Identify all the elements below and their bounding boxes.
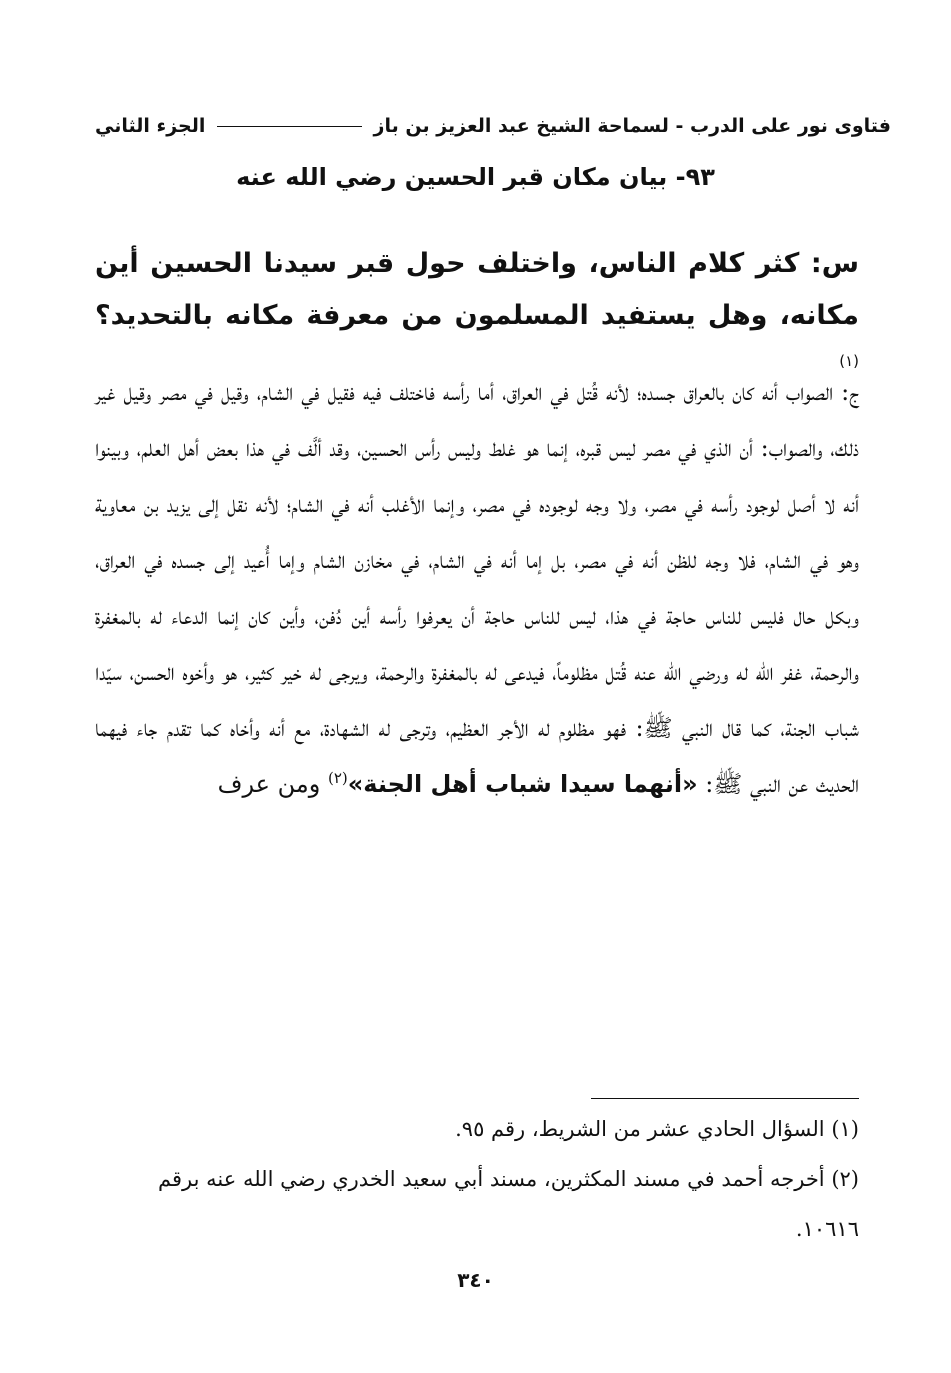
hadith-quote: «أنهما سيدا شباب أهل الجنة»: [347, 770, 698, 798]
question-text: س: كثر كلام الناس، واختلف حول قبر سيدنا الحسين أين مكانه، وهل يستفيد المسلمون من معرفة مكانه بالتحديد؟: [95, 248, 859, 331]
header-volume: الجزء الثاني: [95, 115, 206, 137]
footnote-ref-1: (١): [839, 352, 859, 370]
footnote-separator: [591, 1098, 859, 1099]
footnotes: [95, 1104, 859, 1254]
header-rule: [217, 126, 361, 127]
footnote-2: (٢) أخرجه أحمد في مسند المكثرين، مسند أبي سعيد الخدري رضي الله عنه برقم ١٠٦١٦.: [158, 1167, 859, 1241]
header-book-title: فتاوى نور على الدرب - لسماحة الشيخ عبد العزيز بن باز: [373, 115, 891, 137]
answer-continuation: ومن عرف: [217, 770, 321, 798]
footnote-1: (١) السؤال الحادي عشر من الشريط، رقم ٩٥.: [455, 1117, 859, 1141]
answer-paragraph: [95, 364, 859, 812]
answer-text: ج: الصواب أنه كان بالعراق جسده؛ لأنه قُتل في العراق، أما رأسه فاختلف فيه فقيل في الشام، وقيل في مصر وقيل غير ذلك، والصواب: أن الذي في مصر ليس قبره، إنما هو غلط وليس رأس الحسين، وقد ألَّف في هذا بعض أهل العلم، وبينوا أنه لا أصل لوجود رأسه في مصر، ولا وجه لوجوده في مصر، وإنما الأغلب أنه في الشام؛ لأنه نقل إلى يزيد بن معاوية وهو في الشام، فلا وجه للظن أنه في مصر، بل إما أنه في الشام، في مخازن الشام وإما أُعيد إلى جسده في العراق، وبكل حال فليس للناس حاجة في هذا، ليس للناس حاجة أن يعرفوا رأسه أين دُفن، وأين كان إنما الدعاء له بالمغفرة والرحمة، غفر الله له ورضي الله عنه قُتل مظلوماً، فيدعى له بالمغفرة والرحمة، ويرجى له خير كثير، هو وأخوه الحسن، سيّدا شباب الجنة، كما قال النبي ﷺ: فهو مظلوم له الأجر العظيم، وترجى له الشهادة، مع أنه وأخاه كما تقدم جاء فيهما الحديث عن النبي ﷺ:: [95, 378, 860, 798]
page-number: ٣٤٠: [457, 1268, 494, 1292]
section-title: ٩٣- بيان مكان قبر الحسين رضي الله عنه: [236, 163, 715, 191]
running-header: [95, 108, 891, 144]
footnote-ref-2: (٢): [328, 769, 348, 787]
